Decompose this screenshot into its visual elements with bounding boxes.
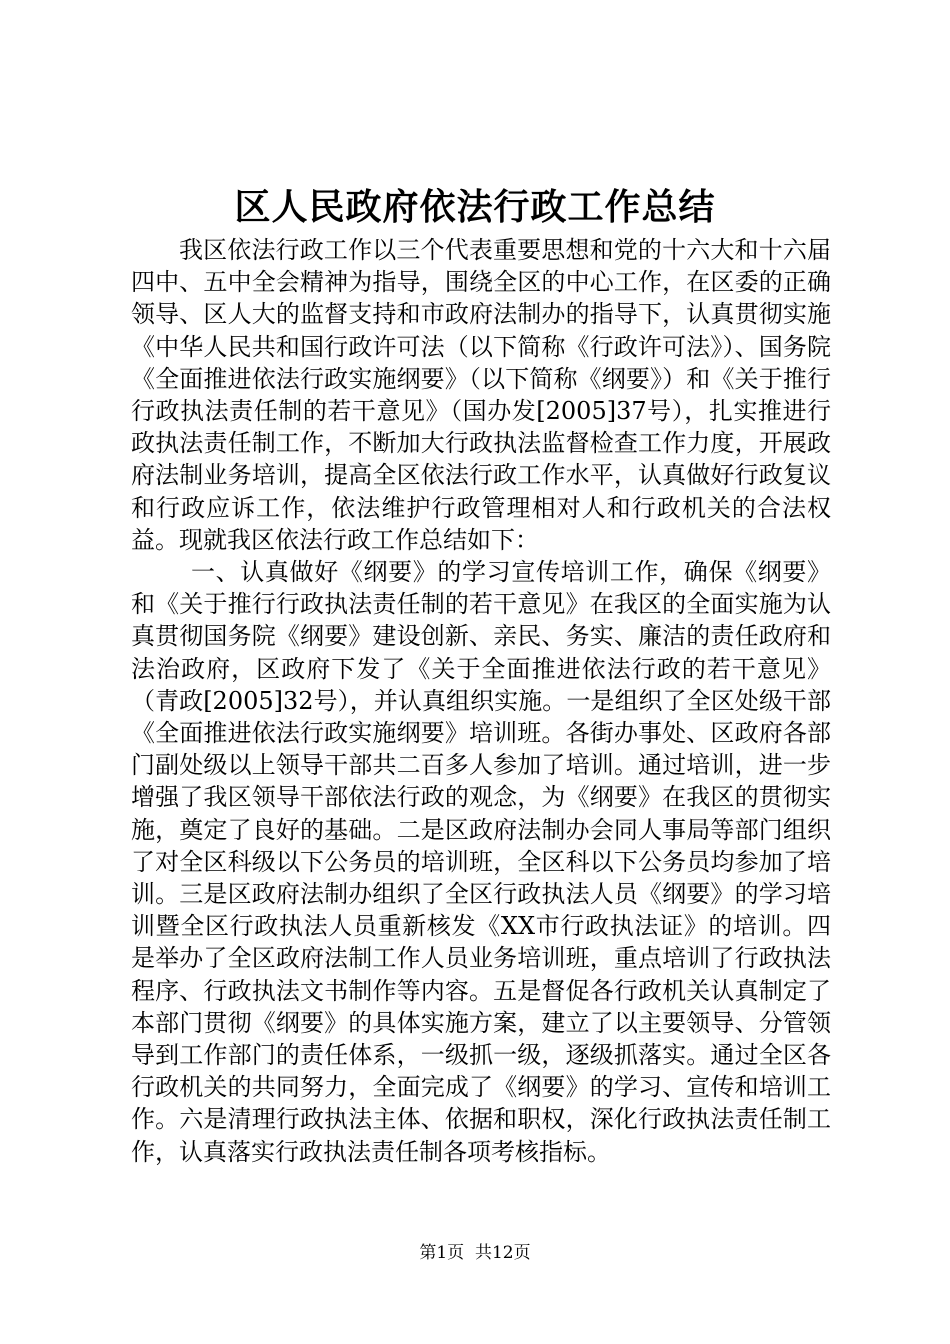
page-footer: 第1页 共12页 bbox=[419, 1243, 531, 1263]
document-body bbox=[131, 234, 831, 1168]
paragraph-section-one: 一、认真做好《纲要》的学习宣传培训工作，确保《纲要》和《关于推行行政执法责任制的若干意见》在我区的全面实施为认真贯彻国务院《纲要》建设创新、亲民、务实、廉洁的责任政府和法治政府，区政府下发了《关于全面推进依法行政的若干意见》（青政[2005]32号），并认真组织实施。一是组织了全区处级干部《全面推进依法行政实施纲要》培训班。各街办事处、区政府各部门副处级以上领导干部共二百多人参加了培训。通过培训，进一步增强了我区领导干部依法行政的观念，为《纲要》在我区的贯彻实施，奠定了良好的基础。二是区政府法制办会同人事局等部门组织了对全区科级以下公务员的培训班，全区科以下公务员均参加了培训。三是区政府法制办组织了全区行政执法人员《纲要》的学习培训暨全区行政执法人员重新核发《XX市行政执法证》的培训。四是举办了全区政府法制工作人员业务培训班，重点培训了行政执法程序、行政执法文书制作等内容。五是督促各行政机关认真制定了本部门贯彻《纲要》的具体实施方案，建立了以主要领导、分管领导到工作部门的责任体系，一级抓一级，逐级抓落实。通过全区各行政机关的共同努力，全面完成了《纲要》的学习、宣传和培训工作。六是清理行政执法主体、依据和职权，深化行政执法责任制工作，认真落实行政执法责任制各项考核指标。 bbox=[131, 558, 831, 1166]
document-title: 区人民政府依法行政工作总结 bbox=[234, 186, 716, 228]
paragraph-intro: 我区依法行政工作以三个代表重要思想和党的十六大和十六届四中、五中全会精神为指导，围绕全区的中心工作，在区委的正确领导、区人大的监督支持和市政府法制办的指导下，认真贯彻实施《中华人民共和国行政许可法（以下简称《行政许可法》）、国务院《全面推进依法行政实施纲要》（以下简称《纲要》）和《关于推行行政执法责任制的若干意见》（国办发[2005]37号），扎实推进行政执法责任制工作，不断加大行政执法监督检查工作力度，开展政府法制业务培训，提高全区依法行政工作水平，认真做好行政复议和行政应诉工作，依法维护行政管理相对人和行政机关的合法权益。现就我区依法行政工作总结如下： bbox=[131, 236, 831, 554]
